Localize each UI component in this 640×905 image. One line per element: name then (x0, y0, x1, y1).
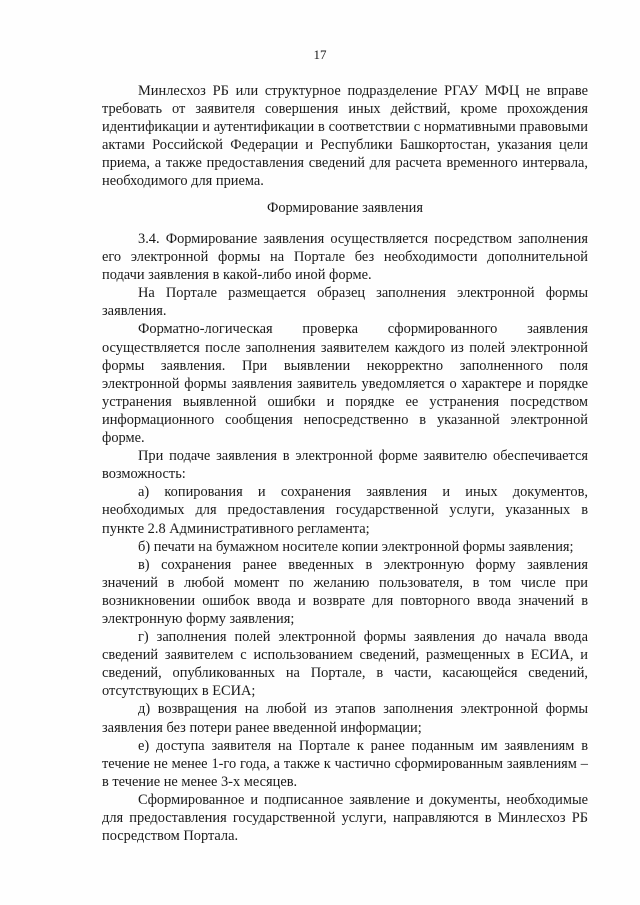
intro-paragraph: Минлесхоз РБ или структурное подразделение РГАУ МФЦ не вправе требовать от заявителя совершения иных действий, кроме прохождения идентификации и аутентификации в соответствии с нормативными правовыми актами Российской Федерации и Республики Башкортостан, указания цели приема, а также предоставления сведений для расчета временного интервала, необходимого для приема. (102, 83, 588, 190)
paragraph-capabilities-intro: При подаче заявления в электронной форме заявителю обеспечивается возможность: (102, 448, 588, 483)
list-item-g: г) заполнения полей электронной формы заявления до начала ввода сведений заявителем с использованием сведений, размещенных в ЕСИА, и сведений, опубликованных на Портале, в части, касающейся сведений, отсутствующих в ЕСИА; (102, 629, 588, 700)
paragraph-3-4: 3.4. Формирование заявления осуществляется посредством заполнения его электронной формы на Портале без необходимости дополнительной подачи заявления в какой-либо иной форме. (102, 231, 588, 284)
list-item-a: а) копирования и сохранения заявления и иных документов, необходимых для предоставления государственной услуги, указанных в пункте 2.8 Административного регламента; (102, 484, 588, 537)
section-heading: Формирование заявления (266, 200, 423, 216)
closing-paragraph: Сформированное и подписанное заявление и документы, необходимые для предоставления государственной услуги, направляются в Минлесхоз РБ посредством Портала. (102, 791, 588, 845)
section-body (102, 230, 588, 845)
paragraph-sample-form: На Портале размещается образец заполнения электронной формы заявления. (102, 285, 588, 320)
list-item-v: в) сохранения ранее введенных в электронную форму заявления значений в любой момент по желанию пользователя, в том числе при возникновении ошибок ввода и возврате для повторного ввода значений в электронную форму заявления; (102, 556, 588, 627)
intro-block (102, 82, 588, 191)
paragraph-validation: Форматно-логическая проверка сформированного заявления осуществляется после заполнения заявителем каждого из полей электронной формы заявления. При выявлении некорректно заполненного поля электронной формы заявления заявитель уведомляется о характере и порядке устранения выявленной ошибки и порядке ее устранения посредством информационного сообщения непосредственно в указанной электронной форме. (102, 321, 588, 447)
list-item-d: д) возвращения на любой из этапов заполнения электронной формы заявления без потери ранее введенной информации; (102, 701, 588, 736)
list-item-e: е) доступа заявителя на Портале к ранее поданным им заявлениям в течение не менее 1-го года, а также к частично сформированным заявлениям – в течение не менее 3-х месяцев. (102, 737, 588, 790)
page-number: 17 (313, 47, 327, 62)
list-item-b: б) печати на бумажном носителе копии электронной формы заявления; (138, 538, 574, 555)
